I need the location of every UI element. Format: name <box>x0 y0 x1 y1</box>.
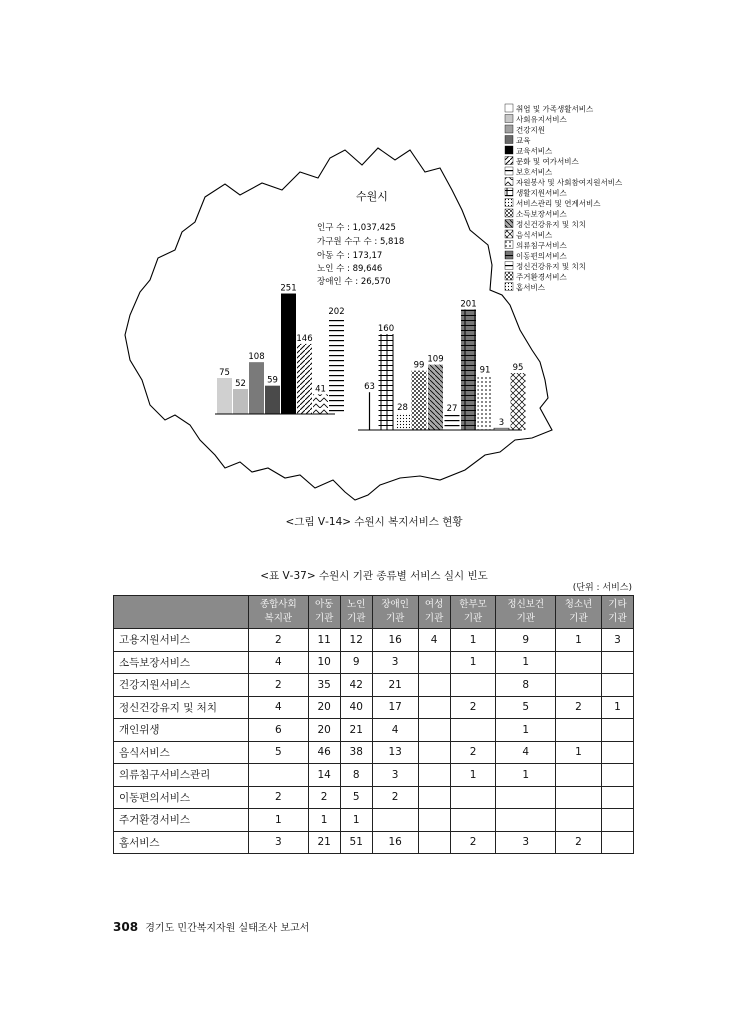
table-cell: 6 <box>249 719 309 742</box>
column-header-5 <box>450 596 496 629</box>
left-bar-label-5: 146 <box>296 333 313 344</box>
legend-label-17: 홈서비스 <box>516 283 545 292</box>
table-cell <box>496 809 556 832</box>
right-bar-label-3: 99 <box>413 360 425 371</box>
column-header-0-line-0: 종합사회 <box>259 599 297 610</box>
column-header-0-line-1: 복지관 <box>264 613 293 624</box>
table-row <box>114 719 634 742</box>
table-cell <box>556 764 602 787</box>
row-label: 주거환경서비스 <box>114 809 249 832</box>
column-header-6 <box>496 596 556 629</box>
row-label: 이동편의서비스 <box>114 786 249 809</box>
table-cell <box>418 764 450 787</box>
legend-label-14: 이동편의서비스 <box>516 251 567 261</box>
table-cell <box>418 719 450 742</box>
table-cell: 1 <box>450 764 496 787</box>
table-cell: 2 <box>450 741 496 764</box>
table-cell: 3 <box>372 764 418 787</box>
figure-caption: <그림 Ⅴ-14> 수원시 복지서비스 현황 <box>285 516 463 528</box>
column-header-2-line-0: 노인 <box>347 599 366 610</box>
legend-swatch-0 <box>505 104 513 112</box>
legend-swatch-15 <box>505 262 513 270</box>
table-cell <box>601 674 633 697</box>
table-cell: 46 <box>308 741 340 764</box>
table-row <box>114 741 634 764</box>
table-cell: 4 <box>249 651 309 674</box>
report-title: 경기도 민간복지자원 실태조사 보고서 <box>145 923 310 934</box>
left-bar-4 <box>281 294 296 414</box>
chart-legend <box>505 104 623 293</box>
table-cell <box>601 741 633 764</box>
table-cell <box>556 651 602 674</box>
right-bar-label-9: 95 <box>512 363 524 373</box>
table-cell <box>601 809 633 832</box>
table-cell: 1 <box>340 809 372 832</box>
table-cell: 21 <box>308 831 340 854</box>
table-cell: 4 <box>249 696 309 719</box>
table-cell: 12 <box>340 629 372 652</box>
legend-swatch-2 <box>505 125 513 133</box>
table-cell: 16 <box>372 629 418 652</box>
column-header-5-line-1: 기관 <box>463 613 483 624</box>
right-bar-label-7: 91 <box>479 365 491 376</box>
column-header-0 <box>249 596 309 629</box>
table-cell: 38 <box>340 741 372 764</box>
legend-swatch-17 <box>505 283 513 291</box>
legend-label-7: 자원봉사 및 사회참여지원서비스 <box>516 178 623 187</box>
row-label: 고용지원서비스 <box>114 629 249 652</box>
right-bar-label-1: 160 <box>377 324 395 334</box>
legend-label-15: 정신건강유지 및 치치 <box>516 262 586 271</box>
table-cell <box>556 674 602 697</box>
table-cell <box>556 719 602 742</box>
row-label: 정신건강유지 및 처치 <box>114 696 249 719</box>
table-row <box>114 786 634 809</box>
legend-label-6: 보호서비스 <box>516 167 553 177</box>
legend-label-9: 서비스관리 및 연계서비스 <box>516 199 601 208</box>
column-header-8-line-1: 기관 <box>608 613 627 624</box>
column-header-4-line-1: 기관 <box>424 613 444 624</box>
right-bar-9 <box>511 373 526 430</box>
table-cell <box>418 809 450 832</box>
table-cell <box>418 831 450 854</box>
table-row <box>114 809 634 832</box>
stat-population: 인구 수 : 1,037,425 <box>317 223 396 233</box>
stat-children: 아동 수 : 173,17 <box>317 251 383 261</box>
right-bar-2 <box>395 413 410 430</box>
table-cell: 1 <box>308 809 340 832</box>
table-row <box>114 674 634 697</box>
table-cell <box>601 764 633 787</box>
stat-disabled: 장애인 수 : 26,570 <box>317 277 391 287</box>
table-cell: 4 <box>418 629 450 652</box>
legend-label-10: 소득보장서비스 <box>516 209 567 219</box>
table-cell <box>249 764 309 787</box>
column-header-3-line-1: 기관 <box>385 613 405 624</box>
column-header-1-line-1: 기관 <box>314 613 334 624</box>
legend-swatch-14 <box>505 251 513 259</box>
right-bar-3 <box>412 371 427 430</box>
table-cell <box>450 809 496 832</box>
legend-swatch-9 <box>505 199 513 207</box>
column-header-6-line-1: 기관 <box>516 613 535 624</box>
stat-households: 가구원 수구 수 : 5,818 <box>317 237 405 247</box>
table-row <box>114 629 634 652</box>
legend-label-8: 생활지원서비스 <box>516 188 567 198</box>
left-bar-label-7: 202 <box>328 307 345 318</box>
legend-swatch-8 <box>505 188 513 196</box>
column-header-8 <box>601 596 633 629</box>
right-bar-label-8: 3 <box>498 418 505 429</box>
city-name-label: 수원시 <box>356 190 388 203</box>
table-cell: 51 <box>340 831 372 854</box>
legend-swatch-13 <box>505 241 513 249</box>
left-bar-5 <box>297 344 312 414</box>
table-cell: 1 <box>496 764 556 787</box>
table-cell: 20 <box>308 719 340 742</box>
table-cell <box>372 809 418 832</box>
legend-label-3: 교육 <box>516 136 531 145</box>
table-cell: 10 <box>308 651 340 674</box>
left-bar-0 <box>217 378 232 414</box>
table-cell: 3 <box>496 831 556 854</box>
left-bar-label-3: 59 <box>267 375 278 386</box>
left-bar-3 <box>265 386 280 414</box>
legend-swatch-3 <box>505 136 513 144</box>
column-header-7-line-1: 기관 <box>569 613 588 624</box>
table-cell: 5 <box>340 786 372 809</box>
row-label: 음식서비스 <box>114 741 249 764</box>
table-cell: 42 <box>340 674 372 697</box>
column-header-4-line-0: 여성 <box>424 599 444 610</box>
table-cell: 16 <box>372 831 418 854</box>
legend-label-16: 주거환경서비스 <box>516 272 567 282</box>
legend-label-0: 취업 및 가족생활서비스 <box>516 104 594 114</box>
table-cell: 35 <box>308 674 340 697</box>
right-bar-5 <box>445 414 460 430</box>
right-bar-7 <box>478 375 493 430</box>
table-cell: 2 <box>556 831 602 854</box>
left-bar-label-2: 108 <box>248 352 265 363</box>
table-cell: 2 <box>249 674 309 697</box>
table-cell: 1 <box>496 719 556 742</box>
table-cell <box>601 831 633 854</box>
column-header-7-line-0: 청소년 <box>564 599 593 610</box>
right-bar-label-6: 201 <box>460 299 477 310</box>
column-header-2 <box>340 596 372 629</box>
row-label: 건강지원서비스 <box>114 674 249 697</box>
table-cell: 2 <box>450 831 496 854</box>
column-header-8-line-0: 기타 <box>608 599 627 610</box>
legend-swatch-1 <box>505 115 513 123</box>
table-cell <box>418 674 450 697</box>
table-cell <box>556 786 602 809</box>
table-cell: 9 <box>340 651 372 674</box>
table-cell: 21 <box>372 674 418 697</box>
table-cell: 3 <box>372 651 418 674</box>
table-cell <box>601 719 633 742</box>
table-cell: 17 <box>372 696 418 719</box>
table-cell: 4 <box>496 741 556 764</box>
unit-label: (단위 : 서비스) <box>572 583 632 593</box>
table-cell <box>601 651 633 674</box>
table-cell <box>418 651 450 674</box>
table-cell: 1 <box>450 651 496 674</box>
legend-swatch-4 <box>505 146 513 154</box>
legend-label-12: 음식서비스 <box>516 230 553 240</box>
table-row <box>114 651 634 674</box>
legend-label-4: 교육서비스 <box>516 146 553 156</box>
row-label: 소득보장서비스 <box>114 651 249 674</box>
column-header-6-line-0: 정신보건 <box>507 599 545 610</box>
left-bar-7 <box>329 317 344 414</box>
table-cell: 9 <box>496 629 556 652</box>
table-cell <box>450 674 496 697</box>
left-bar-label-1: 52 <box>235 379 246 390</box>
row-label: 개인위생 <box>114 719 249 742</box>
header-corner <box>114 596 249 629</box>
table-cell: 1 <box>450 629 496 652</box>
table-row <box>114 696 634 719</box>
table-cell: 40 <box>340 696 372 719</box>
left-bar-label-0: 75 <box>219 368 230 378</box>
table-cell: 1 <box>556 741 602 764</box>
table-cell <box>496 786 556 809</box>
right-bar-label-2: 28 <box>397 403 408 414</box>
legend-label-13: 의류침구서비스 <box>516 241 567 250</box>
column-header-4 <box>418 596 450 629</box>
column-header-1-line-0: 아동 <box>314 599 334 610</box>
right-bar-4 <box>428 365 443 430</box>
table-row <box>114 831 634 854</box>
legend-swatch-11 <box>505 220 513 228</box>
legend-label-2: 건강지원 <box>516 125 545 135</box>
page-number: 308 <box>113 920 139 934</box>
right-bar-label-0: 63 <box>364 382 375 393</box>
column-header-7 <box>556 596 602 629</box>
table-cell: 2 <box>450 696 496 719</box>
column-header-2-line-1: 기관 <box>347 613 366 624</box>
legend-label-5: 문화 및 여가서비스 <box>516 157 579 166</box>
table-cell <box>450 719 496 742</box>
legend-label-11: 정신건강유지 및 치치 <box>516 220 586 229</box>
table-cell: 2 <box>372 786 418 809</box>
legend-label-1: 사회유지서비스 <box>516 115 567 124</box>
right-bar-label-4: 109 <box>427 354 444 365</box>
right-bar-label-5: 27 <box>446 403 458 414</box>
table-cell <box>418 741 450 764</box>
table-title: <표 Ⅴ-37> 수원시 기관 종류별 서비스 실시 빈도 <box>260 570 488 582</box>
legend-swatch-5 <box>505 157 513 165</box>
table-row <box>114 764 634 787</box>
table-cell: 3 <box>601 629 633 652</box>
table-cell: 8 <box>340 764 372 787</box>
legend-swatch-12 <box>505 230 513 238</box>
stat-elderly: 노인 수 : 89,646 <box>317 264 383 274</box>
table-cell: 21 <box>340 719 372 742</box>
table-cell <box>418 696 450 719</box>
table-cell: 8 <box>496 674 556 697</box>
table-cell: 1 <box>556 629 602 652</box>
table-cell: 2 <box>249 786 309 809</box>
table-cell: 14 <box>308 764 340 787</box>
left-bar-6 <box>313 394 328 414</box>
legend-swatch-7 <box>505 178 513 186</box>
column-header-1 <box>308 596 340 629</box>
left-bar-1 <box>233 389 248 414</box>
table-cell <box>418 786 450 809</box>
right-bar-1 <box>379 334 394 430</box>
column-header-3-line-0: 장애인 <box>381 599 409 610</box>
table-cell: 3 <box>249 831 309 854</box>
legend-swatch-10 <box>505 209 513 217</box>
column-header-5-line-0: 한부모 <box>459 599 487 610</box>
table-cell: 2 <box>308 786 340 809</box>
legend-swatch-16 <box>505 272 513 280</box>
left-bar-label-4: 251 <box>280 283 297 294</box>
table-cell: 5 <box>496 696 556 719</box>
table-header-row <box>114 596 634 629</box>
page-footer <box>113 919 309 934</box>
table-cell: 5 <box>249 741 309 764</box>
row-label: 홈서비스 <box>114 831 249 854</box>
service-frequency-table <box>113 595 634 854</box>
column-header-3 <box>372 596 418 629</box>
right-bar-6 <box>461 309 476 430</box>
table-cell: 13 <box>372 741 418 764</box>
table-cell: 1 <box>496 651 556 674</box>
table-cell <box>450 786 496 809</box>
table-cell: 20 <box>308 696 340 719</box>
table-cell: 1 <box>249 809 309 832</box>
table-cell: 11 <box>308 629 340 652</box>
table-cell: 2 <box>556 696 602 719</box>
left-bar-2 <box>249 362 264 414</box>
table-cell: 4 <box>372 719 418 742</box>
legend-swatch-6 <box>505 167 513 175</box>
table-cell <box>556 809 602 832</box>
row-label: 의류침구서비스관리 <box>114 764 249 787</box>
table-cell: 2 <box>249 629 309 652</box>
left-bar-label-6: 41 <box>315 384 326 395</box>
table-cell <box>601 786 633 809</box>
table-cell: 1 <box>601 696 633 719</box>
